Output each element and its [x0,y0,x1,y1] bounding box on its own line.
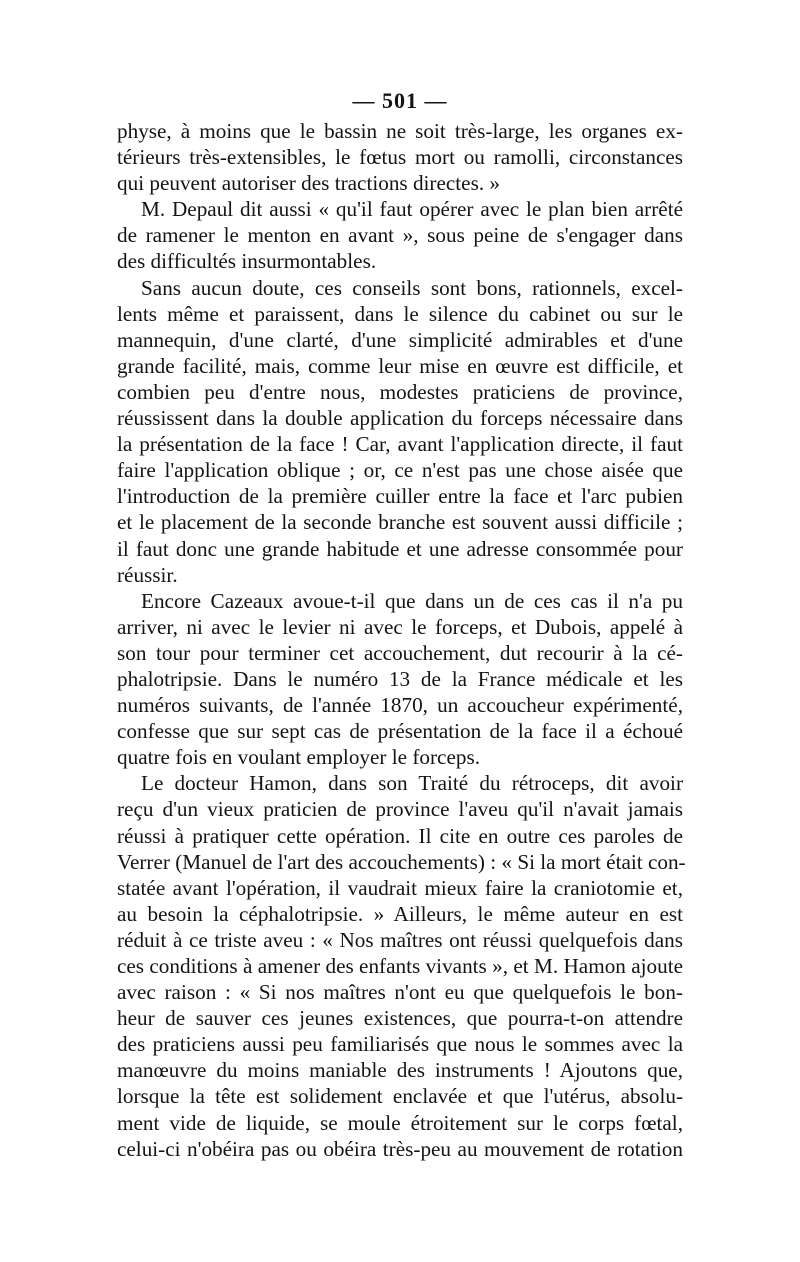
text-line: réduit à ce triste aveu : « Nos maîtres ont réussi quelquefois dans [117,927,683,952]
text-line: reçu d'un vieux praticien de province l'aveu qu'il n'avait jamais [117,797,683,822]
text-line: faire l'application oblique ; or, ce n'est pas une chose aisée que [117,458,683,483]
text-line: Sans aucun doute, ces conseils sont bons, rationnels, excel- [141,275,683,300]
text-line: des difficultés insurmontables. [117,249,377,274]
text-line: ces conditions à amener des enfants vivants », et M. Hamon ajoute [117,954,683,978]
text-line: avec raison : « Si nos maîtres n'ont eu que quelquefois le bon- [117,980,683,1005]
text-line: manœuvre du moins maniable des instruments ! Ajoutons que, [117,1058,683,1083]
text-line: ment vide de liquide, se moule étroitement sur le corps fœtal, [117,1110,683,1135]
text-line: statée avant l'opération, il vaudrait mieux faire la craniotomie et, [117,875,683,900]
text-line: et le placement de la seconde branche est souvent aussi difficile ; [117,510,683,535]
text-line: Le docteur Hamon, dans son Traité du rétroceps, dit avoir [141,771,683,796]
text-line: son tour pour terminer cet accouchement, dut recourir à la cé- [117,640,683,665]
page-number: — 501 — [352,88,448,113]
text-line: au besoin la céphalotripsie. » Ailleurs, le même auteur en est [117,901,683,926]
text-line: physe, à moins que le bassin ne soit très-large, les organes ex- [117,119,683,143]
text-line: l'introduction de la première cuiller entre la face et l'arc pubien [117,484,683,509]
text-line: térieurs très-extensibles, le fœtus mort ou ramolli, circonstances [117,145,683,170]
text-line: il faut donc une grande habitude et une adresse consommée pour [117,536,683,561]
text-line: lents même et paraissent, dans le silence du cabinet ou sur le [117,301,683,326]
text-line: celui-ci n'obéira pas ou obéira très-peu au mouvement de rotation [117,1136,683,1161]
text-line: réussir. [117,562,178,587]
text-line: M. Depaul dit aussi « qu'il faut opérer avec le plan bien arrêté [141,197,683,222]
text-line: Encore Cazeaux avoue-t-il que dans un de ces cas il n'a pu [141,588,683,613]
text-line: qui peuvent autoriser des tractions directes. » [117,171,501,196]
text-line: combien peu d'entre nous, modestes praticiens de province, [117,379,683,404]
text-line: heur de sauver ces jeunes existences, que pourra-t-on attendre [117,1006,683,1031]
text-line: grande facilité, mais, comme leur mise en œuvre est difficile, et [117,353,683,378]
text-line: confesse que sur sept cas de présentation de la face il a échoué [117,719,683,744]
text-line: arriver, ni avec le levier ni avec le forceps, et Dubois, appelé à [117,614,683,639]
body-text [117,118,686,1162]
text-line: Verrer (Manuel de l'art des accouchements) : « Si la mort était con- [117,849,686,874]
text-line: phalotripsie. Dans le numéro 13 de la France médicale et les [117,666,683,691]
text-line: la présentation de la face ! Car, avant l'application directe, il faut [117,432,683,457]
text-line: quatre fois en voulant employer le forceps. [117,745,481,770]
text-line: lorsque la tête est solidement enclavée et que l'utérus, absolu- [117,1084,683,1109]
text-line: de ramener le menton en avant », sous peine de s'engager dans [117,223,683,248]
text-line: des praticiens aussi peu familiarisés que nous le sommes avec la [117,1032,683,1057]
text-line: numéros suivants, de l'année 1870, un accoucheur expérimenté, [117,693,683,718]
text-line: mannequin, d'une clarté, d'une simplicité admirables et d'une [117,327,683,352]
text-line: réussi à pratiquer cette opération. Il cite en outre ces paroles de [117,823,683,848]
text-line: réussissent dans la double application du forceps nécessaire dans [117,406,683,431]
